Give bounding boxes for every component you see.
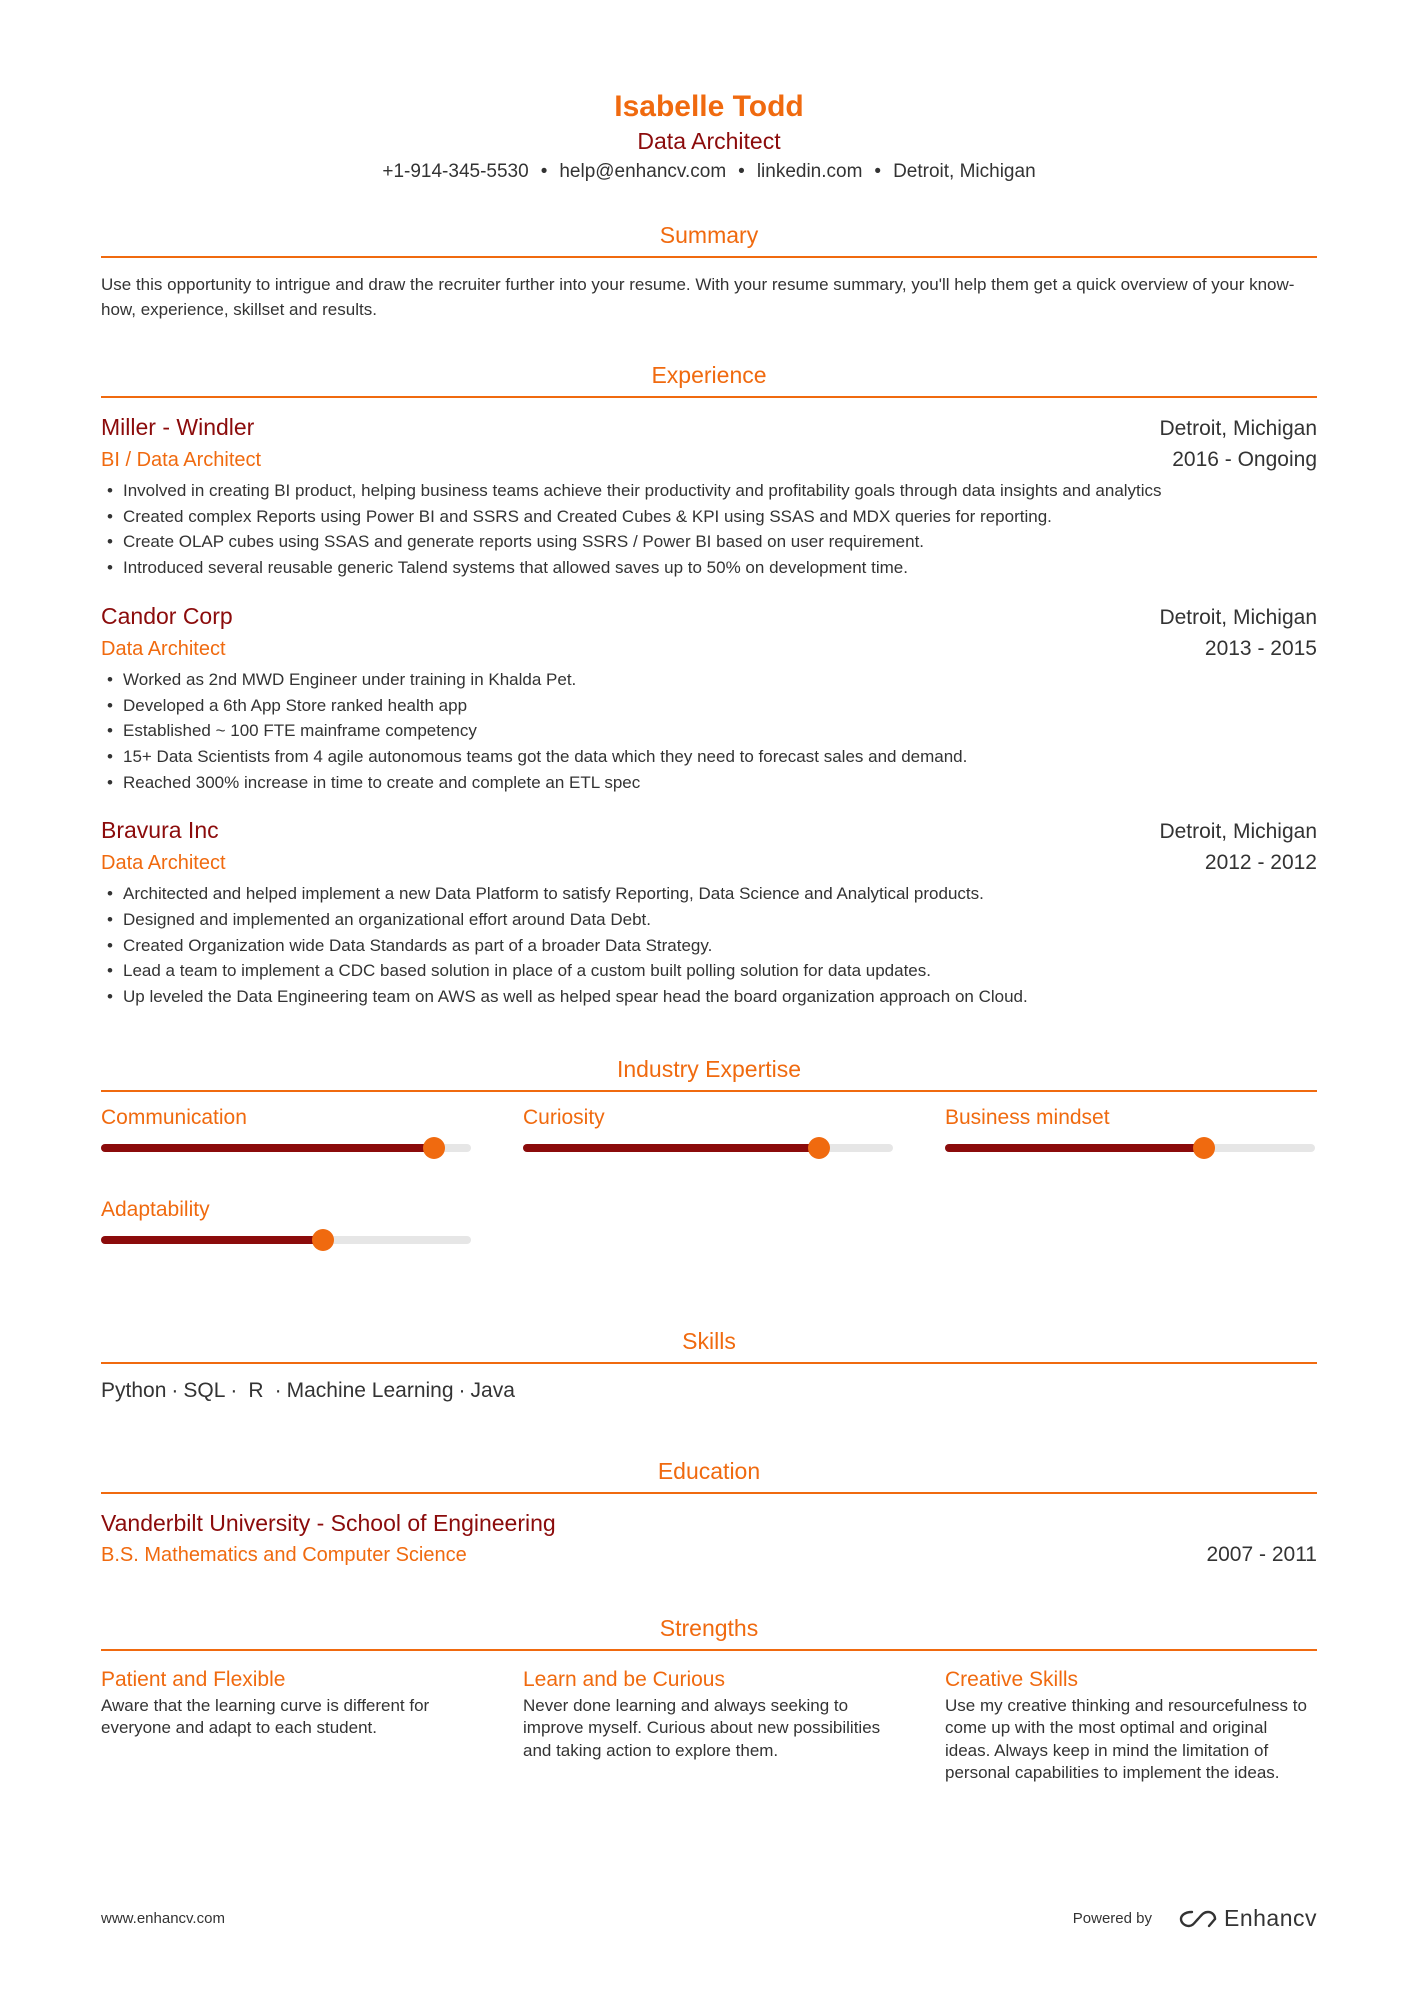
experience-item <box>101 815 1317 1010</box>
enhancv-logo-icon <box>1178 1908 1218 1930</box>
list-item: • Architected and helped implement a new Data Platform to satisfy Reporting, Data Science and Analytical products. <box>101 881 1317 907</box>
dot-separator: · <box>171 1378 179 1402</box>
strength-description: Use my creative thinking and resourcefulness to come up with the most optimal and original ideas. Always keep in mind the limitation of personal capabilities to implement the ideas. <box>945 1695 1307 1783</box>
phone: +1-914-345-5530 <box>382 161 529 182</box>
footer-url-link[interactable]: www.enhancv.com <box>101 1910 225 1927</box>
list-item: • Up leveled the Data Engineering team on AWS as well as helped spear head the board organization approach on Cloud. <box>101 984 1317 1010</box>
level-knob <box>1193 1137 1215 1159</box>
level-knob <box>423 1137 445 1159</box>
resume-header <box>101 0 1317 186</box>
skill-tag: Machine Learning <box>286 1378 454 1402</box>
level-bar <box>101 1144 471 1152</box>
bullet-separator: • <box>540 161 548 182</box>
job-location: Detroit, Michigan <box>1159 417 1317 440</box>
level-knob <box>312 1229 334 1251</box>
skill-tag: R <box>248 1378 264 1402</box>
bullet-separator: • <box>874 161 882 182</box>
list-item: • Introduced several reusable generic Talend systems that allowed saves up to 50% on development time. <box>101 555 1317 581</box>
company-name: Miller - Windler <box>101 414 255 440</box>
summary-section <box>101 220 1317 322</box>
skill-tag: SQL <box>183 1378 226 1402</box>
job-title: Data Architect <box>101 852 226 875</box>
school-name: Vanderbilt University - School of Engineering <box>101 1509 556 1536</box>
section-title-strengths: Strengths <box>101 1613 1317 1651</box>
strength-item <box>101 1665 471 1785</box>
email-link[interactable]: help@enhancv.com <box>559 161 727 182</box>
list-item: • Worked as 2nd MWD Engineer under training in Khalda Pet. <box>101 667 1317 693</box>
dot-separator: · <box>230 1378 238 1402</box>
expertise-item <box>523 1104 893 1196</box>
candidate-headline: Data Architect <box>637 128 781 154</box>
list-item: • 15+ Data Scientists from 4 agile autonomous teams got the data which they need to forecast sales and demand. <box>101 744 1317 770</box>
resume-page <box>101 0 1317 1785</box>
brand-name: Enhancv <box>1223 1905 1317 1931</box>
level-bar <box>101 1236 471 1244</box>
contact-line <box>101 158 1317 186</box>
expertise-label: Business mindset <box>945 1105 1110 1129</box>
powered-by-label: Powered by <box>1072 1910 1152 1927</box>
level-fill <box>101 1144 434 1152</box>
education-section <box>101 1456 1317 1571</box>
section-title-expertise: Industry Expertise <box>101 1054 1317 1092</box>
section-title-skills: Skills <box>101 1326 1317 1364</box>
list-item: • Created complex Reports using Power BI and SSRS and Created Cubes & KPI using SSAS and MDX queries for reporting. <box>101 504 1317 530</box>
strength-item <box>945 1665 1315 1785</box>
expertise-item <box>101 1104 471 1196</box>
strengths-grid <box>101 1665 1317 1785</box>
linkedin-link[interactable]: linkedin.com <box>756 161 863 182</box>
strength-description: Aware that the learning curve is different for everyone and adapt to each student. <box>101 1695 430 1738</box>
level-fill <box>523 1144 819 1152</box>
list-item: • Lead a team to implement a CDC based solution in place of a custom built polling solution for data updates. <box>101 958 1317 984</box>
expertise-item <box>101 1196 471 1288</box>
list-item: • Create OLAP cubes using SSAS and generate reports using SSRS / Power BI based on user requirement. <box>101 529 1317 555</box>
achievement-list <box>101 478 1317 581</box>
list-item: • Developed a 6th App Store ranked health app <box>101 693 1317 719</box>
dot-separator: · <box>458 1378 466 1402</box>
skills-list <box>101 1376 1317 1406</box>
list-item: • Designed and implemented an organizational effort around Data Debt. <box>101 907 1317 933</box>
level-fill <box>101 1236 323 1244</box>
strength-title: Creative Skills <box>945 1667 1079 1691</box>
experience-section <box>101 360 1317 1010</box>
skills-section <box>101 1326 1317 1406</box>
expertise-item <box>945 1104 1315 1196</box>
experience-item <box>101 412 1317 581</box>
skill-tag: Java <box>470 1378 515 1402</box>
experience-item <box>101 601 1317 796</box>
level-knob <box>808 1137 830 1159</box>
page-footer <box>101 1905 1317 1932</box>
dot-separator: · <box>274 1378 282 1402</box>
job-dates: 2013 - 2015 <box>1204 636 1317 660</box>
candidate-name: Isabelle Todd <box>614 90 804 123</box>
bullet-separator: • <box>738 161 745 182</box>
job-title: BI / Data Architect <box>101 449 262 471</box>
section-title-education: Education <box>101 1456 1317 1494</box>
company-name: Candor Corp <box>101 602 233 629</box>
degree: B.S. Mathematics and Computer Science <box>101 1543 467 1566</box>
level-fill <box>945 1144 1204 1152</box>
summary-text: Use this opportunity to intrigue and draw the recruiter further into your resume. With your resume summary, you'll help them get a quick overview of your know-how, experience, skillset and results. <box>101 275 1295 319</box>
expertise-grid <box>101 1104 1317 1288</box>
list-item: • Established ~ 100 FTE mainframe competency <box>101 718 1317 744</box>
job-location: Detroit, Michigan <box>1159 820 1317 844</box>
section-title-experience: Experience <box>101 360 1317 398</box>
job-location: Detroit, Michigan <box>1159 605 1317 629</box>
section-title-summary: Summary <box>101 220 1317 258</box>
location: Detroit, Michigan <box>893 161 1036 182</box>
strength-description: Never done learning and always seeking to improve myself. Curious about new possibilities and taking action to explore them. <box>523 1695 881 1760</box>
brand-logo[interactable] <box>1178 1905 1317 1932</box>
skill-tag: Python <box>101 1378 167 1402</box>
expertise-label: Adaptability <box>101 1197 210 1221</box>
expertise-label: Communication <box>101 1105 247 1129</box>
strengths-section <box>101 1613 1317 1785</box>
job-title: Data Architect <box>101 637 226 660</box>
strength-title: Learn and be Curious <box>523 1667 725 1691</box>
achievement-list <box>101 881 1317 1010</box>
company-name: Bravura Inc <box>101 817 219 844</box>
powered-by <box>1073 1905 1317 1932</box>
level-bar <box>945 1144 1315 1152</box>
strength-title: Patient and Flexible <box>101 1667 286 1691</box>
expertise-label: Curiosity <box>523 1105 605 1129</box>
job-dates: 2016 - Ongoing <box>1172 448 1317 471</box>
job-dates: 2012 - 2012 <box>1204 851 1317 875</box>
education-dates: 2007 - 2011 <box>1206 1542 1317 1566</box>
expertise-section <box>101 1054 1317 1288</box>
list-item: • Reached 300% increase in time to create and complete an ETL spec <box>101 770 1317 796</box>
strength-item <box>523 1665 893 1785</box>
level-bar <box>523 1144 893 1152</box>
list-item: • Involved in creating BI product, helping business teams achieve their productivity and profitability goals through data insights and analytics <box>101 478 1317 504</box>
list-item: • Created Organization wide Data Standards as part of a broader Data Strategy. <box>101 933 1317 959</box>
achievement-list <box>101 667 1317 796</box>
